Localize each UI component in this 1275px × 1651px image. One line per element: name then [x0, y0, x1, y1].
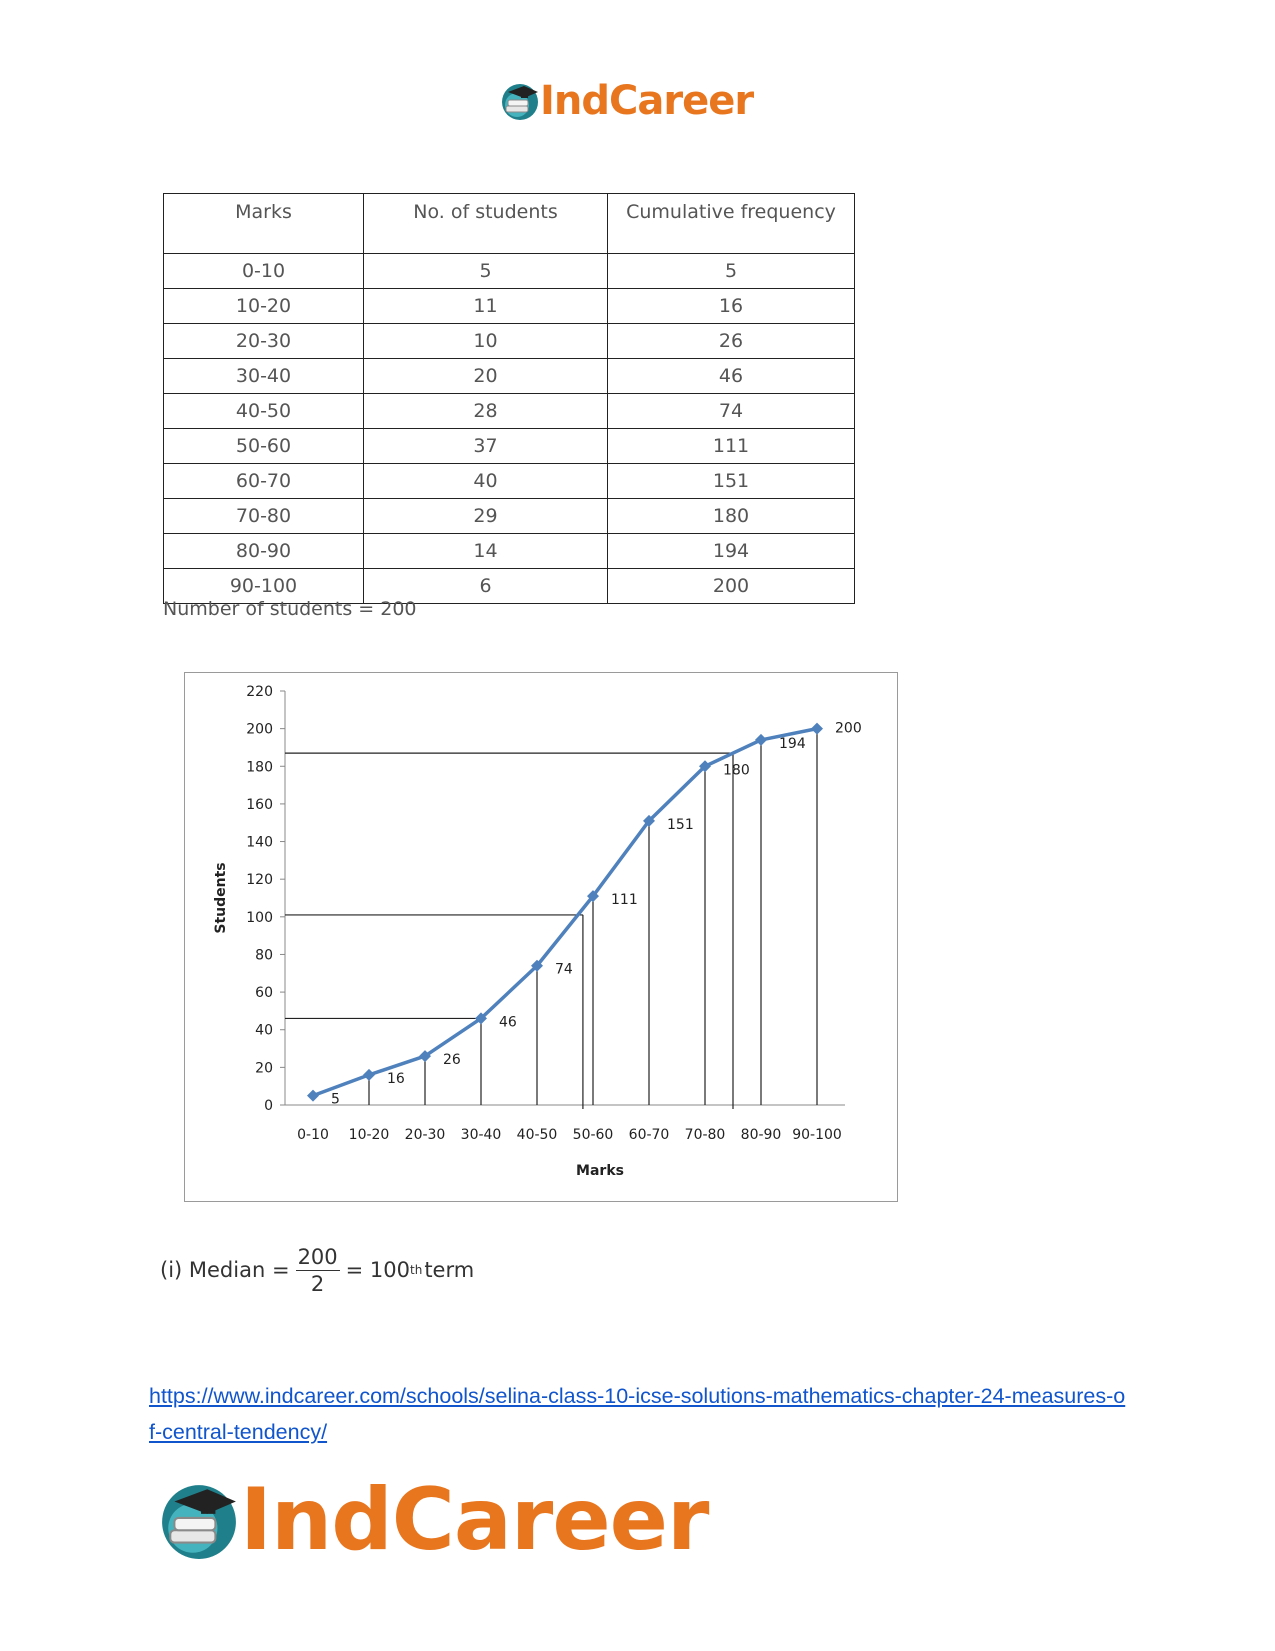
x-tick-label: 80-90 — [740, 1127, 782, 1143]
data-label: 151 — [667, 816, 694, 833]
cell-cumulative: 111 — [608, 429, 855, 464]
cell-marks: 40-50 — [164, 394, 364, 429]
x-tick-label: 60-70 — [628, 1127, 670, 1143]
frequency-table — [163, 193, 855, 604]
table-row — [164, 464, 855, 499]
cell-marks: 0-10 — [164, 254, 364, 289]
y-tick-label: 140 — [246, 834, 273, 851]
cell-cumulative: 5 — [608, 254, 855, 289]
cell-marks: 20-30 — [164, 324, 364, 359]
cell-cumulative: 74 — [608, 394, 855, 429]
ogive-chart-svg — [185, 673, 899, 1203]
x-tick-label: 40-50 — [516, 1127, 558, 1143]
median-suffix: term — [424, 1258, 475, 1282]
data-label: 46 — [499, 1014, 517, 1031]
brand-name: IndCareer — [240, 1470, 709, 1570]
x-tick-label: 20-30 — [404, 1127, 446, 1143]
data-point-marker — [755, 734, 767, 746]
cell-marks: 60-70 — [164, 464, 364, 499]
cell-marks: 30-40 — [164, 359, 364, 394]
table-row — [164, 254, 855, 289]
cell-cumulative: 151 — [608, 464, 855, 499]
book-graduation-cap-icon — [158, 1479, 240, 1561]
cell-cumulative: 200 — [608, 569, 855, 604]
cell-students: 11 — [364, 289, 608, 324]
cell-cumulative: 46 — [608, 359, 855, 394]
source-url-link[interactable]: https://www.indcareer.com/schools/selina-class-10-icse-solutions-mathematics-chapter-24-measures-of-central-tendency/ — [149, 1384, 1126, 1444]
y-tick-label: 160 — [246, 796, 273, 813]
table-row — [164, 429, 855, 464]
y-tick-label: 0 — [264, 1098, 273, 1114]
y-tick-label: 220 — [246, 684, 273, 700]
table-row — [164, 324, 855, 359]
x-tick-label: 30-40 — [460, 1127, 502, 1143]
x-tick-label: 50-60 — [572, 1127, 614, 1143]
y-tick-label: 200 — [246, 721, 273, 738]
median-fraction — [296, 1244, 340, 1297]
cell-students: 29 — [364, 499, 608, 534]
y-tick-label: 40 — [255, 1022, 273, 1039]
table-row — [164, 534, 855, 569]
x-tick-label: 90-100 — [792, 1127, 842, 1143]
header-marks: Marks — [164, 194, 364, 254]
cell-students: 28 — [364, 394, 608, 429]
cell-cumulative: 194 — [608, 534, 855, 569]
ogive-chart — [184, 672, 898, 1202]
y-tick-label: 20 — [255, 1060, 273, 1077]
table-row — [164, 394, 855, 429]
median-equals: = 100 — [345, 1258, 411, 1282]
fraction-denominator: 2 — [310, 1271, 325, 1296]
cell-students: 6 — [364, 569, 608, 604]
median-prefix: (i) Median = — [160, 1258, 290, 1282]
data-label: 194 — [779, 735, 806, 752]
data-label: 111 — [611, 892, 638, 909]
data-label: 74 — [555, 961, 573, 978]
table-row — [164, 289, 855, 324]
cell-marks: 80-90 — [164, 534, 364, 569]
table-row — [164, 359, 855, 394]
indcareer-logo-top — [500, 78, 753, 124]
book-graduation-cap-icon — [500, 81, 540, 121]
fraction-numerator: 200 — [297, 1244, 338, 1269]
data-point-marker — [363, 1069, 375, 1081]
y-tick-label: 100 — [246, 909, 273, 926]
y-axis-title: Students — [213, 862, 229, 934]
cell-students: 40 — [364, 464, 608, 499]
header-students: No. of students — [364, 194, 608, 254]
x-tick-label: 0-10 — [297, 1127, 329, 1143]
table-row — [164, 499, 855, 534]
cell-cumulative: 16 — [608, 289, 855, 324]
cell-marks: 70-80 — [164, 499, 364, 534]
brand-name: IndCareer — [540, 78, 754, 124]
data-label: 200 — [835, 720, 862, 737]
header-cumulative: Cumulative frequency — [608, 194, 855, 254]
x-axis-title: Marks — [576, 1163, 624, 1179]
indcareer-logo-bottom — [158, 1470, 708, 1570]
cumulative-frequency-line — [313, 729, 817, 1096]
data-point-marker — [811, 723, 823, 735]
x-tick-label: 10-20 — [348, 1127, 390, 1143]
y-tick-label: 60 — [255, 985, 273, 1002]
y-tick-label: 120 — [246, 872, 273, 889]
cell-marks: 90-100 — [164, 569, 364, 604]
students-count-text: Number of students = 200 — [163, 598, 417, 620]
cell-students: 37 — [364, 429, 608, 464]
data-label: 16 — [387, 1070, 405, 1087]
cell-students: 5 — [364, 254, 608, 289]
data-label: 5 — [331, 1091, 340, 1108]
x-tick-label: 70-80 — [684, 1127, 726, 1143]
y-tick-label: 80 — [255, 947, 273, 964]
cell-cumulative: 26 — [608, 324, 855, 359]
y-tick-label: 180 — [246, 759, 273, 776]
cell-students: 14 — [364, 534, 608, 569]
data-point-marker — [307, 1090, 319, 1102]
median-formula — [160, 1240, 474, 1300]
cell-marks: 50-60 — [164, 429, 364, 464]
cell-students: 20 — [364, 359, 608, 394]
data-label: 180 — [723, 762, 750, 779]
ordinal-suffix: th — [410, 1263, 423, 1277]
cell-students: 10 — [364, 324, 608, 359]
table-header-row — [164, 194, 855, 254]
cell-cumulative: 180 — [608, 499, 855, 534]
data-label: 26 — [443, 1052, 461, 1069]
cell-marks: 10-20 — [164, 289, 364, 324]
